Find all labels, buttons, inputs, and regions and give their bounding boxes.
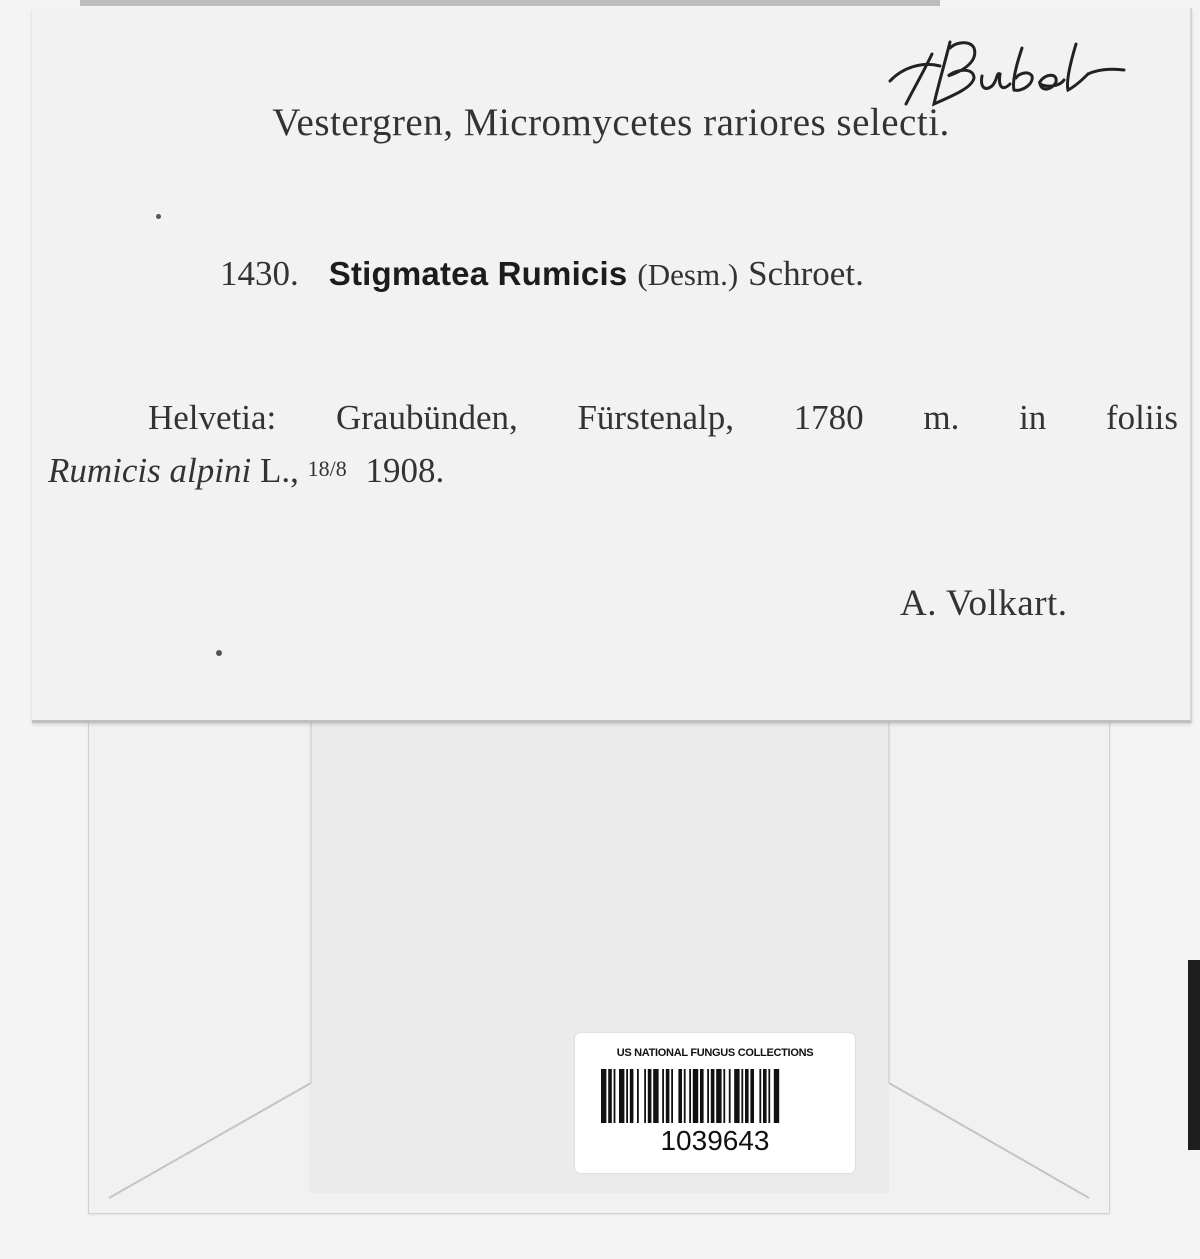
paper-speck bbox=[156, 214, 161, 219]
handwritten-signature bbox=[862, 26, 1132, 116]
barcode-bar bbox=[614, 1069, 616, 1123]
barcode-bar bbox=[700, 1069, 704, 1123]
barcode-bar bbox=[662, 1069, 664, 1123]
barcode-bar bbox=[741, 1069, 743, 1123]
locality-word: 1780 bbox=[793, 398, 864, 437]
barcode-bar bbox=[707, 1069, 709, 1123]
barcode-bar bbox=[608, 1069, 612, 1123]
barcode-icon bbox=[601, 1069, 829, 1123]
locality-line-2 bbox=[48, 451, 444, 491]
collection-day-month: 18/8 bbox=[307, 456, 347, 481]
host-plant-name: Rumicis alpini bbox=[48, 451, 252, 490]
locality-word: foliis bbox=[1106, 398, 1178, 437]
herbarium-label bbox=[32, 8, 1192, 723]
barcode-bar bbox=[711, 1069, 715, 1123]
locality-word: Graubünden, bbox=[335, 398, 518, 437]
barcode-bar bbox=[693, 1069, 698, 1123]
barcode-bar bbox=[684, 1069, 686, 1123]
host-plant-author: L., bbox=[259, 451, 299, 490]
barcode-bar bbox=[723, 1069, 725, 1123]
collection-year: 1908. bbox=[365, 451, 445, 490]
barcode-bar bbox=[601, 1069, 606, 1123]
locality-word: Helvetia: bbox=[148, 398, 277, 437]
barcode-bar bbox=[689, 1069, 691, 1123]
paper-speck bbox=[216, 650, 222, 656]
barcode-bar bbox=[759, 1069, 761, 1123]
barcode-bar bbox=[763, 1069, 767, 1123]
barcode-label bbox=[575, 1033, 855, 1173]
species-basionym-author: (Desm.) bbox=[637, 257, 739, 292]
barcode-bar bbox=[626, 1069, 628, 1123]
barcode-institution: US NATIONAL FUNGUS COLLECTIONS bbox=[616, 1047, 814, 1059]
locality-word: m. bbox=[923, 398, 960, 437]
series-title: Vestergren, Micromycetes rariores selecti. bbox=[272, 101, 950, 144]
species-name: Stigmatea Rumicis bbox=[328, 255, 628, 292]
barcode-bar bbox=[745, 1069, 749, 1123]
collector-name: A. Volkart. bbox=[900, 583, 1068, 624]
barcode-bar bbox=[630, 1069, 634, 1123]
locality-word: in bbox=[1019, 398, 1047, 437]
locality-line-1 bbox=[148, 398, 1178, 438]
background-edge bbox=[1188, 960, 1200, 1150]
exsiccata-number: 1430. bbox=[220, 254, 299, 293]
locality-word: Fürstenalp, bbox=[577, 398, 734, 437]
barcode-bar bbox=[774, 1069, 779, 1123]
barcode-bar bbox=[716, 1069, 721, 1123]
top-paper-edge bbox=[80, 0, 940, 6]
barcode-bar bbox=[750, 1069, 754, 1123]
barcode-number: 1039643 bbox=[660, 1125, 770, 1156]
barcode-bar bbox=[768, 1069, 770, 1123]
specimen-heading bbox=[220, 254, 864, 294]
barcode-bar bbox=[671, 1069, 673, 1123]
barcode-bar bbox=[678, 1069, 682, 1123]
barcode-bar bbox=[648, 1069, 652, 1123]
barcode-bar bbox=[619, 1069, 624, 1123]
barcode-bar bbox=[666, 1069, 670, 1123]
species-author: Schroet. bbox=[748, 254, 864, 293]
barcode-bar bbox=[644, 1069, 646, 1123]
barcode-bar bbox=[729, 1069, 731, 1123]
barcode-bar bbox=[637, 1069, 639, 1123]
barcode-bar bbox=[653, 1069, 658, 1123]
barcode-bar bbox=[734, 1069, 739, 1123]
